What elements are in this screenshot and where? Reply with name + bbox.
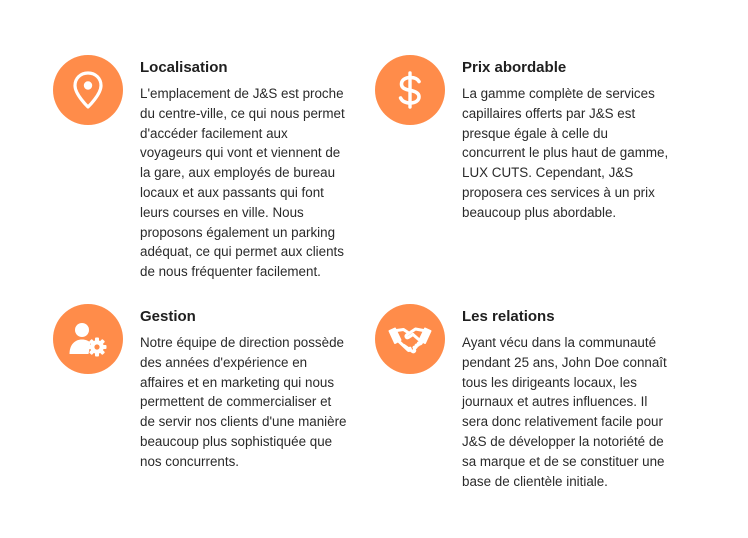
- description-line: Notre équipe de direction possède: [140, 335, 344, 350]
- description-line: locaux et aux passants qui font: [140, 184, 324, 200]
- location-icon-badge: [53, 55, 123, 125]
- description-line: du centre-ville, ce qui nous permet: [140, 105, 345, 121]
- description-line: nos concurrents.: [140, 453, 239, 469]
- feature-text: [462, 304, 690, 491]
- description-line: beaucoup plus abordable.: [462, 204, 617, 220]
- feature-title: Les relations: [462, 308, 555, 325]
- location-pin-icon: [73, 71, 103, 109]
- description-line: leurs courses en ville. Nous: [140, 204, 304, 220]
- description-line: de servir nos clients d'une manière: [140, 414, 347, 430]
- feature-description: [462, 84, 690, 223]
- description-line: J&S de développer la notoriété de: [462, 433, 664, 449]
- description-line: sera donc relativement facile pour: [462, 414, 663, 430]
- description-line: des années d'expérience en: [140, 354, 308, 370]
- description-line: Ayant vécu dans la communauté: [462, 335, 657, 350]
- dollar-icon-badge: [375, 55, 445, 125]
- feature-text: [140, 304, 368, 472]
- description-line: adéquat, ce qui permet aux clients: [140, 244, 344, 260]
- description-line: de nous fréquenter facilement.: [140, 264, 321, 280]
- user-gear-icon-badge: [53, 304, 123, 374]
- description-line: capillaires offerts par J&S est: [462, 105, 636, 121]
- description-line: affaires et en marketing qui nous: [140, 374, 335, 390]
- handshake-icon: [388, 324, 432, 354]
- description-line: permettent de commercialiser et: [140, 394, 332, 410]
- description-line: pendant 25 ans, John Doe connaît: [462, 354, 667, 370]
- description-line: L'emplacement de J&S est proche: [140, 86, 344, 101]
- description-line: La gamme complète de services: [462, 86, 655, 101]
- description-line: d'accéder facilement aux: [140, 125, 288, 141]
- feature-text: [140, 55, 368, 282]
- dollar-icon: [395, 70, 425, 110]
- description-line: LUX CUTS. Cependant, J&S: [462, 165, 634, 181]
- feature-description: [462, 333, 690, 491]
- description-line: voyageurs qui vont et viennent de: [140, 145, 341, 161]
- description-line: base de clientèle initiale.: [462, 473, 608, 489]
- feature-title: Prix abordable: [462, 59, 567, 76]
- description-line: presque égale à celle du: [462, 125, 608, 141]
- description-line: la gare, aux employés de bureau: [140, 165, 336, 181]
- feature-title: Localisation: [140, 59, 228, 76]
- description-line: proposons également un parking: [140, 224, 336, 240]
- feature-title: Gestion: [140, 308, 196, 325]
- handshake-icon-badge: [375, 304, 445, 374]
- user-gear-icon: [68, 321, 108, 357]
- feature-description: [140, 84, 368, 282]
- description-line: journaux et autres influences. Il: [462, 394, 648, 410]
- feature-text: [462, 55, 690, 223]
- feature-description: [140, 333, 368, 472]
- description-line: beaucoup plus sophistiquée que: [140, 433, 333, 449]
- description-line: concurrent le plus haut de gamme,: [462, 145, 669, 161]
- description-line: proposera ces services à un prix: [462, 184, 655, 200]
- description-line: tous les dirigeants locaux, les: [462, 374, 637, 390]
- description-line: sa marque et de se constituer une: [462, 453, 665, 469]
